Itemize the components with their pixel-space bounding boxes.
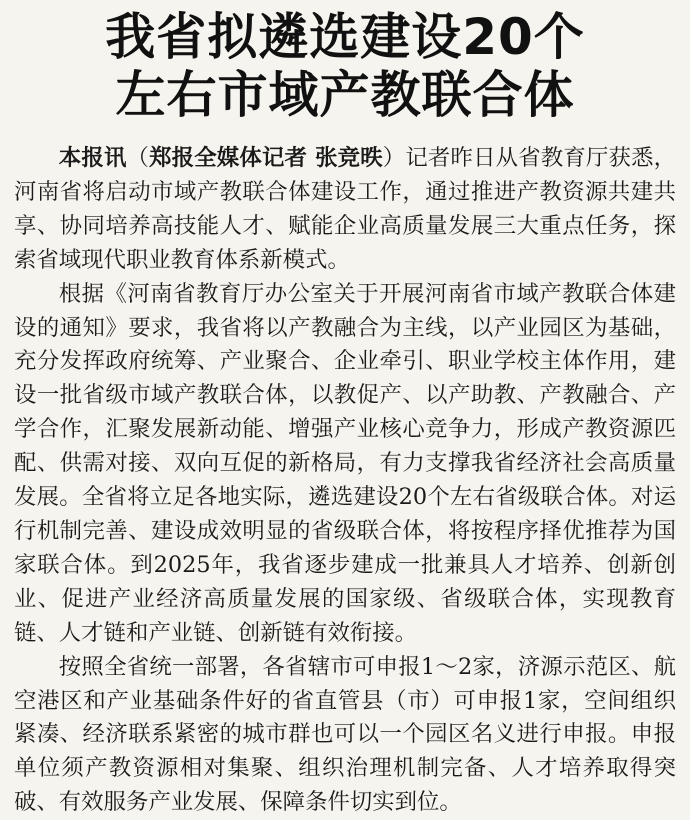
byline-close: ） [382,145,406,171]
article-body [14,142,676,820]
byline-open: （ [126,145,150,171]
paragraph-3: 按照全省统一部署，各省辖市可申报1～2家，济源示范区、航空港区和产业基础条件好的省直管县（市）可申报1家，空间组织紧凑、经济联系紧密的城市群也可以一个园区名义进行申报。申报单位须产教资源相对集聚、组织治理机制完备、人才培养取得突破、有效服务产业发展、保障条件切实到位。 [14,653,676,816]
dateline: 本报讯 [58,145,127,171]
headline-line-1: 我省拟遴选建设20个 [105,8,585,66]
headline [14,0,676,124]
paragraph-1-text: 记者昨日从省教育厅获悉，河南省将启动市域产教联合体建设工作，通过推进产教资源共建共享、协同培养高技能人才、赋能企业高质量发展三大重点任务，探索省域现代职业教育体系新模式。 [14,145,677,273]
paragraph-1 [14,142,676,278]
headline-line-2: 左右市域产教联合体 [115,66,575,124]
byline: 郑报全媒体记者 张竞昳 [149,145,383,171]
paragraph-2: 根据《河南省教育厅办公室关于开展河南省市域产教联合体建设的通知》要求，我省将以产教融合为主线，以产业园区为基础，充分发挥政府统筹、产业聚合、企业牵引、职业学校主体作用，建设一批省级市域产教联合体，以教促产、以产助教、产教融合、产学合作，汇聚发展新动能、增强产业核心竞争力，形成产教资源匹配、供需对接、双向互促的新格局，有力支撑我省经济社会高质量发展。全省将立足各地实际，遴选建设20个左右省级联合体。对运行机制完善、建设成效明显的省级联合体，将按程序择优推荐为国家联合体。到2025年，我省逐步建成一批兼具人才培养、创新创业、促进产业经济高质量发展的国家级、省级联合体，实现教育链、人才链和产业链、创新链有效衔接。 [14,280,676,646]
